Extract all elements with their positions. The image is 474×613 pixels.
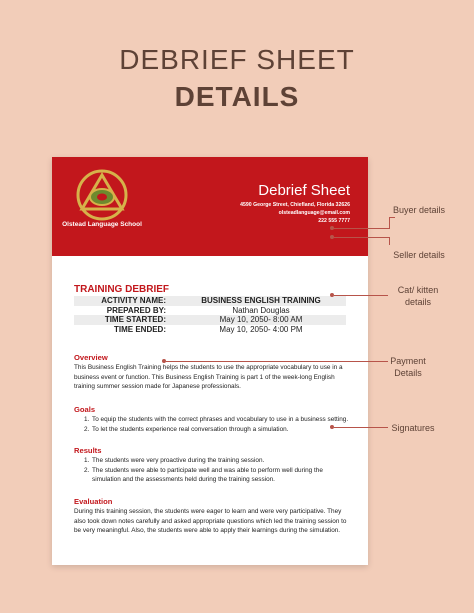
- training-info-table: [74, 296, 346, 334]
- table-row: [74, 306, 346, 316]
- item-text: To equip the students with the correct phrases and vocabulary to use in a business setting.: [92, 416, 349, 423]
- table-row: [74, 325, 346, 335]
- school-email: olsteadlanguage@email.com: [278, 210, 350, 216]
- list-item: [74, 415, 350, 425]
- school-address: 4590 George Street, Chiefland, Florida 32626: [240, 202, 350, 208]
- overview-line: This Business English Training helps the students to use the appropriate vocabulary to use in a: [74, 364, 343, 371]
- school-name: Olstead Language School: [62, 221, 142, 228]
- evaluation-heading: Evaluation: [74, 497, 113, 506]
- payment-details-line: Details: [394, 368, 422, 378]
- page-title-line1: DEBRIEF SHEET: [119, 44, 355, 75]
- item-number: 1.: [84, 457, 90, 464]
- row-label: PREPARED BY:: [106, 305, 166, 315]
- payment-details-label: [388, 355, 428, 379]
- table-row: [74, 296, 346, 306]
- item-number: 1.: [84, 416, 90, 423]
- callout-connector: [389, 217, 390, 229]
- callout-connector: [389, 237, 390, 245]
- list-item: [74, 466, 350, 485]
- signatures-label: Signatures: [391, 423, 435, 433]
- school-phone: 222 555 7777: [318, 218, 350, 224]
- item-text: The students were able to participate well and was able to perform well during the: [92, 466, 323, 474]
- training-debrief-heading: TRAINING DEBRIEF: [74, 284, 169, 295]
- sheet-banner: [52, 157, 368, 256]
- row-value: BUSINESS ENGLISH TRAINING: [176, 296, 346, 306]
- overview-heading: Overview: [74, 353, 108, 362]
- row-value: May 10, 2050- 8:00 AM: [176, 315, 346, 325]
- cat-details-label: [388, 284, 448, 308]
- row-label: ACTIVITY NAME:: [74, 296, 176, 306]
- signatures-callout-line: [334, 427, 388, 428]
- cat-callout-line: [334, 295, 388, 296]
- row-label: TIME STARTED:: [74, 315, 176, 325]
- goals-list: [74, 415, 350, 434]
- callout-connector: [389, 217, 395, 218]
- item-text: The students were very proactive during the training session.: [92, 457, 265, 464]
- goals-heading: Goals: [74, 405, 96, 414]
- results-list: [74, 456, 350, 485]
- evaluation-line: During this training session, the students were eager to learn and were very participative. They: [74, 508, 342, 515]
- evaluation-line: also took down notes carefully and asked appropriate questions which led the training session to: [74, 517, 347, 525]
- payment-details-line: Payment: [390, 356, 426, 366]
- school-logo-icon: [76, 169, 128, 221]
- table-row: [74, 315, 346, 325]
- buyer-details-label: Buyer details: [392, 205, 446, 215]
- cat-details-line: Cat/ kitten: [397, 285, 439, 295]
- list-item: [74, 456, 350, 466]
- evaluation-line: be very meaningful. Also, the students were able to apply their learnings during the simulation.: [74, 527, 341, 535]
- seller-callout-line: [334, 237, 390, 238]
- sheet-title: Debrief Sheet: [258, 182, 350, 199]
- results-heading: Results: [74, 446, 102, 455]
- buyer-callout-line: [334, 228, 390, 229]
- overview-text: [74, 363, 350, 392]
- item-number: 2.: [84, 466, 90, 474]
- payment-callout-line: [166, 361, 388, 362]
- row-value: May 10, 2050- 4:00 PM: [219, 324, 303, 334]
- overview-line: business event or function. This Business English Training is part 1 of the week-long English: [74, 373, 335, 381]
- item-number: 2.: [84, 425, 90, 433]
- cat-details-line: details: [404, 297, 431, 307]
- page-title-line2: DETAILS: [174, 81, 300, 112]
- seller-details-label: Seller details: [393, 250, 445, 260]
- evaluation-text: [74, 507, 350, 536]
- row-value: Nathan Douglas: [232, 305, 290, 315]
- overview-line: training summer session made for Japanese professionals.: [74, 383, 241, 391]
- item-text: To let the students experience real conversation through a simulation.: [92, 425, 289, 433]
- item-text: simulation and the assessments held during the training session.: [92, 476, 275, 484]
- row-label: TIME ENDED:: [114, 324, 166, 334]
- list-item: [74, 425, 350, 435]
